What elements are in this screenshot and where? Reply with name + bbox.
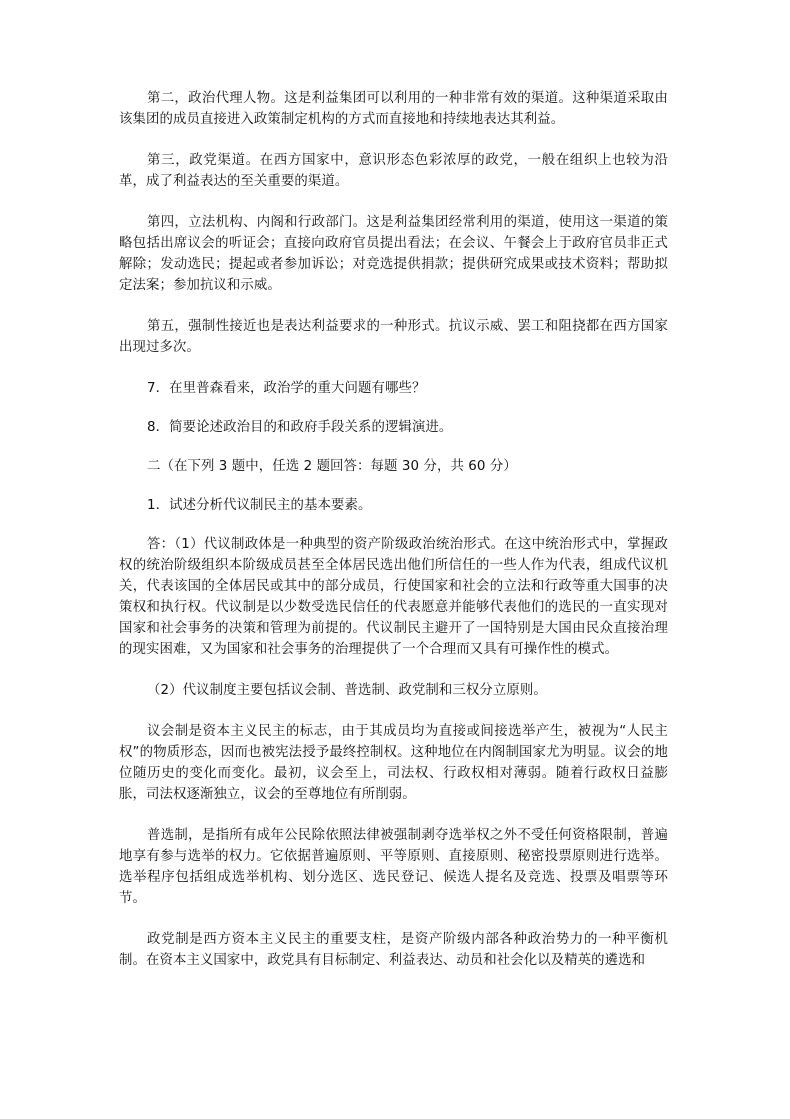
question-1: 1．试述分析代议制民主的基本要素。 bbox=[147, 498, 372, 513]
paragraph-party-channel: 第三，政党渠道。在西方国家中，意识形态色彩浓厚的政党，一般在组织上也较为沿革，成了利益表达的至关重要的渠道。 bbox=[119, 153, 668, 189]
document-page bbox=[119, 88, 668, 991]
answer-part-1: 答：（1）代议制政体是一种典型的资产阶级政治统治形式。在这中统治形式中，掌握政权的统治阶级组织本阶级成员甚至全体居民选出他们所信任的一些人作为代表，组成代议机关，代表该国的全体居民或其中的部分成员，行使国家和社会的立法和行政等重大国事的决策权和执行权。代议制是以少数受选民信任的代表愿意并能够代表他们的选民的一直实现对国家和社会事务的决策和管理为前提的。代议制民主避开了一国特别是大国由民众直接治理的现实困难，又为国家和社会事务的治理提供了一个合理而又具有可操作性的模式。 bbox=[119, 537, 668, 657]
paragraph-party-system: 政党制是西方资本主义民主的重要支柱，是资产阶级内部各种政治势力的一种平衡机制。在资本主义国家中，政党具有目标制定、利益表达、动员和社会化以及精英的遴选和 bbox=[119, 932, 668, 968]
question-7: 7．在里普森看来，政治学的重大问题有哪些？ bbox=[147, 381, 426, 396]
paragraph-political-agents: 第二，政治代理人物。这是利益集团可以利用的一种非常有效的渠道。这种渠道采取由该集团的成员直接进入政策制定机构的方式而直接地和持续地表达其利益。 bbox=[119, 91, 668, 127]
paragraph-universal-suffrage: 普选制，是指所有成年公民除依照法律被强制剥夺选举权之外不受任何资格限制，普遍地享有参与选举的权力。它依据普遍原则、平等原则、直接原则、秘密投票原则进行选举。选举程序包括组成选举机构、划分选区、选民登记、候选人提名及竞选、投票及唱票等环节。 bbox=[119, 828, 668, 906]
paragraph-legislature-channel: 第四，立法机构、内阁和行政部门。这是利益集团经常利用的渠道，使用这一渠道的策略包括出席议会的听证会；直接向政府官员提出看法；在会议、午餐会上于政府官员非正式解除；发动选民；提起或者参加诉讼；对竞选提供捐款；提供研究成果或技术资料；帮助拟定法案；参加抗议和示威。 bbox=[119, 215, 668, 293]
paragraph-coercive-access: 第五，强制性接近也是表达利益要求的一种形式。抗议示威、罢工和阻挠都在西方国家出现过多次。 bbox=[119, 319, 668, 355]
question-8: 8．简要论述政治目的和政府手段关系的逻辑演进。 bbox=[147, 420, 453, 435]
section-two-heading: 二（在下列 3 题中，任选 2 题回答：每题 30 分，共 60 分） bbox=[147, 459, 517, 474]
paragraph-parliament: 议会制是资本主义民主的标志，由于其成员均为直接或间接选举产生，被视为“人民主权”的物质形态，因而也被宪法授予最终控制权。这种地位在内阁制国家尤为明显。议会的地位随历史的变化而变化。最初，议会至上，司法权、行政权相对薄弱。随着行政权日益膨胀，司法权逐渐独立，议会的至尊地位有所削弱。 bbox=[119, 724, 668, 802]
answer-part-2: （2）代议制度主要包括议会制、普选制、政党制和三权分立原则。 bbox=[147, 683, 547, 698]
